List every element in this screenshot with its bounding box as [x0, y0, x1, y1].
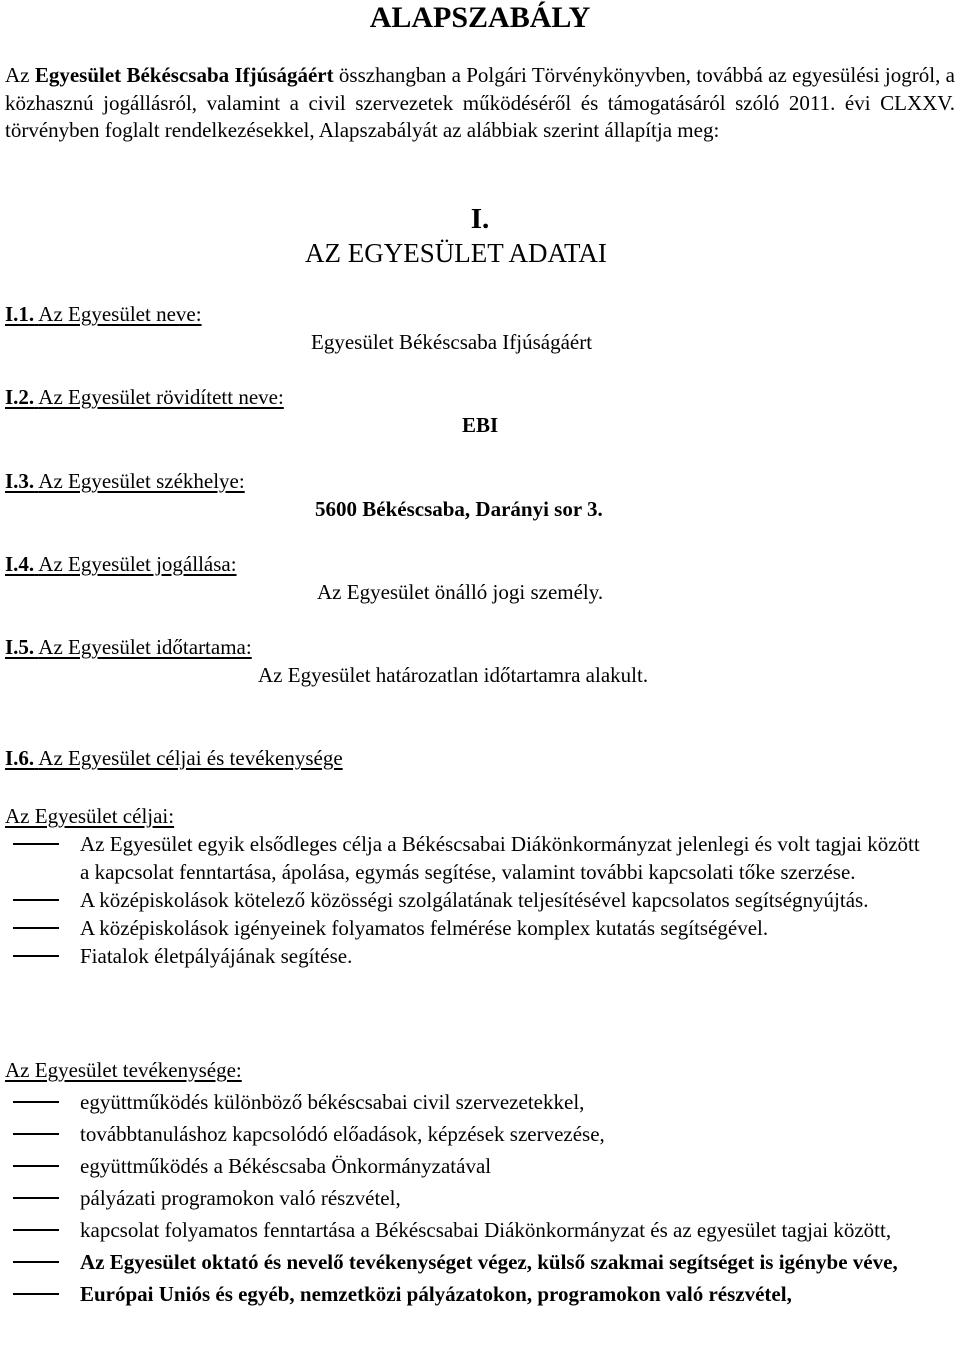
document-title: ALAPSZABÁLY — [369, 1, 591, 34]
activities-list — [0, 1088, 960, 1308]
intro-paragraph — [5, 62, 955, 145]
list-item — [0, 1248, 930, 1276]
list-item-text: A középiskolások igényeinek folyamatos felmérése komplex kutatás segítségével. — [80, 916, 769, 940]
list-item — [0, 1216, 930, 1244]
activities-heading: Az Egyesület tevékenysége: — [5, 1058, 242, 1082]
field-label-duration — [5, 634, 252, 660]
section-goals-activities-heading — [5, 745, 343, 771]
field-number: I.5. — [5, 635, 35, 659]
field-label-legal-status — [5, 551, 237, 577]
list-item-text: együttműködés a Békéscsaba Önkormányzatával — [80, 1154, 492, 1178]
list-item-text: Fiatalok életpályájának segítése. — [80, 944, 353, 968]
field-value-duration: Az Egyesület határozatlan időtartamra alakult. — [258, 663, 649, 687]
intro-text: összhangban a Polgári Törvénykönyvben, továbbá az egyesülési jogról, a közhasznú jogállásról, valamint a civil szervezetek működéséről és támogatásáról szóló 2011. évi CLXXV. törvényben foglalt rendelkezésekkel, Alapszabályát az alábbiak szerint állapítja meg: — [5, 63, 955, 142]
field-value-short-name: EBI — [462, 413, 499, 437]
dash-bullet-icon — [13, 1197, 59, 1199]
list-item — [0, 886, 930, 914]
chapter-number — [0, 202, 960, 236]
dash-bullet-icon — [13, 927, 59, 929]
chapter-number-text: I. — [470, 203, 490, 235]
field-value-seat: 5600 Békéscsaba, Darányi sor 3. — [315, 497, 603, 521]
dash-bullet-icon — [13, 1229, 59, 1231]
field-label-seat — [5, 468, 245, 494]
list-item-text: A középiskolások kötelező közösségi szolgálatának teljesítésével kapcsolatos segítségnyújtás. — [80, 888, 869, 912]
field-number: I.6. — [5, 746, 35, 770]
list-item — [0, 1088, 930, 1116]
intro-org-name: Egyesület Békéscsaba Ifjúságáért — [34, 63, 334, 87]
list-item — [0, 1120, 930, 1148]
list-item — [0, 1152, 930, 1180]
field-value-legal-status: Az Egyesület önálló jogi személy. — [317, 580, 604, 604]
dash-bullet-icon — [13, 1293, 59, 1295]
field-label-text: Az Egyesület neve: — [38, 302, 202, 326]
list-item-text: Az Egyesület egyik elsődleges célja a Békéscsabai Diákönkormányzat jelenlegi és volt tagjai között a kapcsolat fenntartása, ápolása, egymás segítése, valamint további kapcsolati tőke szerzése. — [80, 832, 920, 884]
list-item — [0, 914, 930, 942]
list-item — [0, 1280, 930, 1308]
field-label-text: Az Egyesület időtartama: — [38, 635, 252, 659]
dash-bullet-icon — [13, 1165, 59, 1167]
list-item-text: kapcsolat folyamatos fenntartása a Békéscsabai Diákönkormányzat és az egyesület tagjai között, — [80, 1218, 892, 1242]
field-label-name — [5, 301, 202, 327]
dash-bullet-icon — [13, 1261, 59, 1263]
list-item-text: együttműködés különböző békéscsabai civil szervezetekkel, — [80, 1090, 585, 1114]
field-number: I.3. — [5, 469, 35, 493]
dash-bullet-icon — [13, 1133, 59, 1135]
dash-bullet-icon — [13, 1101, 59, 1103]
chapter-title: AZ EGYESÜLET ADATAI — [305, 238, 607, 268]
field-label-text: Az Egyesület rövidített neve: — [38, 385, 284, 409]
list-item-text: Európai Uniós és egyéb, nemzetközi pályázatokon, programokon való részvétel, — [80, 1282, 792, 1306]
goals-list — [0, 830, 960, 970]
field-label-short-name — [5, 384, 284, 410]
dash-bullet-icon — [13, 899, 59, 901]
list-item-text: továbbtanuláshoz kapcsolódó előadások, képzések szervezése, — [80, 1122, 605, 1146]
list-item-text: pályázati programokon való részvétel, — [80, 1186, 401, 1210]
field-value-name: Egyesület Békéscsaba Ifjúságáért — [311, 330, 593, 354]
field-label-text: Az Egyesület jogállása: — [38, 552, 237, 576]
field-number: I.1. — [5, 302, 35, 326]
list-item — [0, 1184, 930, 1212]
dash-bullet-icon — [13, 955, 59, 957]
list-item — [0, 830, 930, 886]
section-label-text: Az Egyesület céljai és tevékenysége — [38, 746, 343, 770]
field-label-text: Az Egyesület székhelye: — [38, 469, 245, 493]
field-number: I.4. — [5, 552, 35, 576]
field-number: I.2. — [5, 385, 35, 409]
list-item-text: Az Egyesület oktató és nevelő tevékenységet végez, külső szakmai segítséget is igénybe véve, — [80, 1250, 898, 1274]
list-item — [0, 942, 930, 970]
intro-prefix: Az — [5, 63, 35, 87]
dash-bullet-icon — [13, 843, 59, 845]
goals-heading: Az Egyesület céljai: — [5, 804, 175, 828]
